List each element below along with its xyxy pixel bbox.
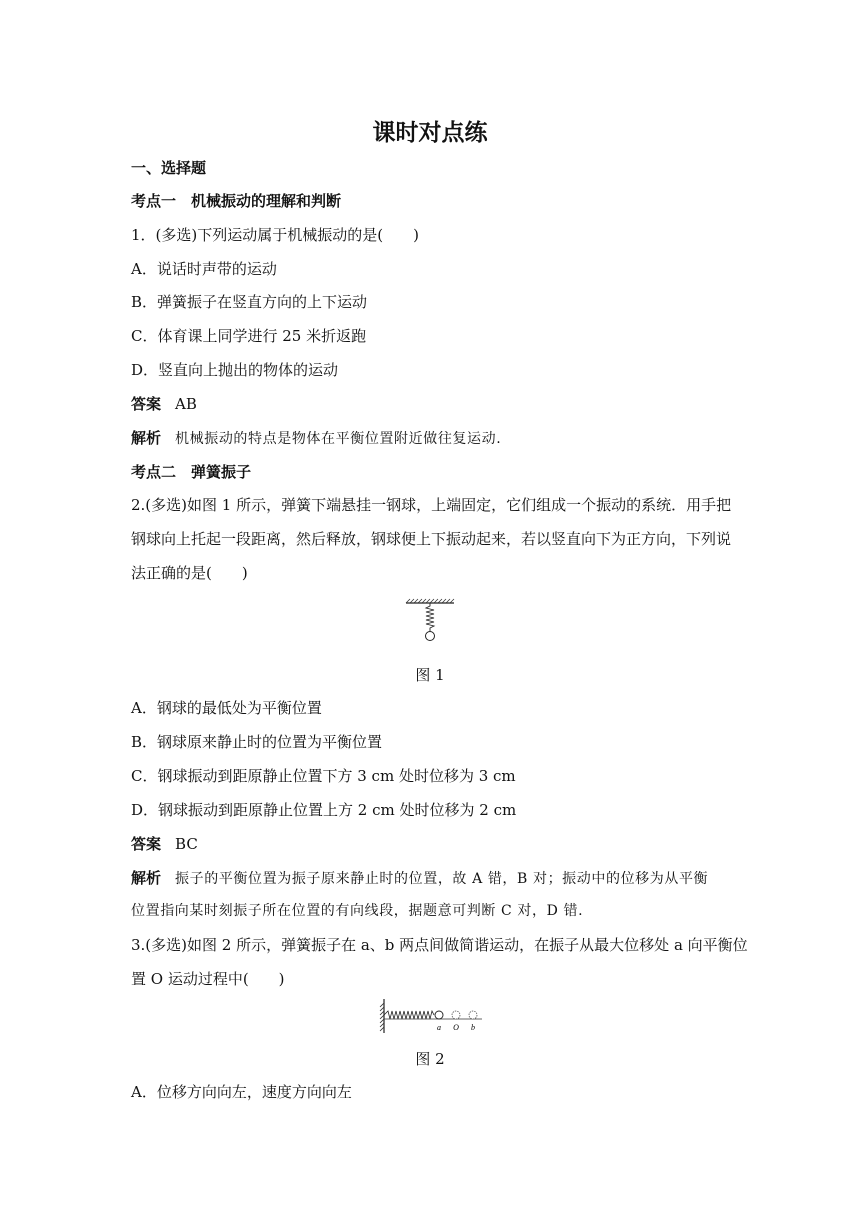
figure-1-caption: 图 1: [415, 666, 445, 684]
label-a: a: [437, 1023, 441, 1032]
horizontal-spring-figure: [376, 996, 486, 1036]
label-b: b: [471, 1023, 475, 1032]
q2-option-c: C．钢球振动到距原静止位置下方 3 cm 处时位移为 3 cm: [131, 767, 516, 785]
q2-option-d: D．钢球振动到距原静止位置上方 2 cm 处时位移为 2 cm: [131, 801, 517, 819]
q1-option-a: A．说话时声带的运动: [131, 260, 277, 278]
page-title: 课时对点练: [372, 120, 488, 146]
q2-option-a: A．钢球的最低处为平衡位置: [131, 699, 322, 717]
q2-answer: [131, 834, 198, 854]
answer-label: 答案: [131, 835, 162, 853]
q3-stem-line-1: 3.(多选)如图 2 所示，弹簧振子在 a、b 两点间做简谐运动，在振子从最大位移处 a 向平衡位: [131, 936, 748, 954]
analysis-text: 机械振动的特点是物体在平衡位置附近做往复运动.: [175, 431, 502, 447]
point-heading-2: 考点二 弹簧振子: [131, 463, 252, 481]
q1-analysis: [131, 428, 501, 449]
analysis-text: 振子的平衡位置为振子原来静止时的位置，故 A 错，B 对；振动中的位移为从平衡: [175, 871, 709, 887]
q1-option-b: B．弹簧振子在竖直方向的上下运动: [131, 293, 368, 311]
label-o: O: [453, 1023, 459, 1032]
q2-stem-line-3: 法正确的是( ): [131, 564, 248, 582]
q2-option-b: B．钢球原来静止时的位置为平衡位置: [131, 733, 383, 751]
section-heading: 一、选择题: [131, 159, 207, 177]
q2-analysis-line-1: [131, 868, 708, 889]
answer-value: BC: [175, 835, 198, 853]
q1-option-d: D．竖直向上抛出的物体的运动: [131, 361, 339, 379]
q1-answer: [131, 394, 197, 414]
q2-stem-line-2: 钢球向上托起一段距离，然后释放，钢球便上下振动起来，若以竖直向下为正方向，下列说: [131, 530, 732, 548]
q1-option-c: C．体育课上同学进行 25 米折返跑: [131, 327, 367, 345]
q2-analysis-line-2: 位置指向某时刻振子所在位置的有向线段，据题意可判断 C 对，D 错.: [131, 903, 584, 919]
q2-stem-line-1: 2.(多选)如图 1 所示，弹簧下端悬挂一钢球，上端固定，它们组成一个振动的系统．用手把: [131, 496, 732, 514]
analysis-label: 解析: [131, 869, 162, 887]
q3-stem-line-2: 置 O 运动过程中( ): [131, 970, 285, 988]
point-heading-1: 考点一 机械振动的理解和判断: [131, 192, 342, 210]
q3-option-a: A．位移方向向左，速度方向向左: [131, 1083, 352, 1101]
q1-stem: 1．(多选)下列运动属于机械振动的是( ): [131, 226, 419, 244]
analysis-label: 解析: [131, 429, 162, 447]
figure-2-caption: 图 2: [415, 1050, 445, 1068]
answer-value: AB: [175, 395, 197, 413]
hanging-spring-figure: [400, 596, 460, 646]
answer-label: 答案: [131, 395, 162, 413]
